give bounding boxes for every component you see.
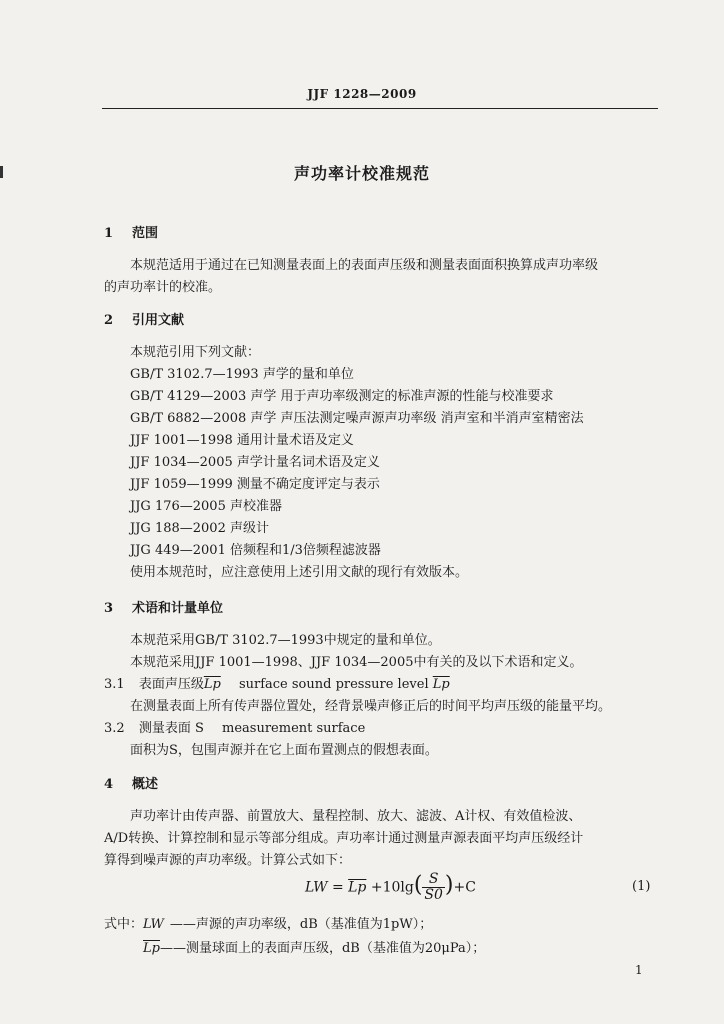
reference-item: GB/T 4129—2003 声学 用于声功率级测定的标准声源的性能与校准要求	[130, 389, 554, 404]
reference-item: JJF 1034—2005 声学计量名词术语及定义	[130, 455, 380, 470]
overview-line-3: 算得到噪声源的声功率级。计算公式如下：	[104, 853, 352, 868]
formula-tail: +C	[453, 879, 476, 896]
formula-denominator: S0	[424, 887, 443, 903]
section-number: 2	[104, 313, 114, 328]
section-heading-scope	[104, 222, 158, 241]
section-title: 引用文献	[132, 313, 185, 328]
definition-lp: ——测量球面上的表面声压级，dB（基准值为20μPa）；	[159, 941, 486, 956]
terms-paragraph-2: 本规范采用JJF 1001—1998、JJF 1034—2005中有关的及以下术语和定义。	[130, 655, 583, 670]
header-rule	[102, 108, 658, 109]
formula-lhs: LW	[305, 879, 328, 896]
formula-1	[305, 872, 476, 903]
section-title: 范围	[132, 226, 159, 241]
term-3-2-definition: 面积为S，包围声源并在它上面布置测点的假想表面。	[130, 743, 438, 758]
formula-paren-close: )	[444, 872, 454, 898]
reference-item: JJG 188—2002 声级计	[130, 521, 269, 536]
term-english: measurement surface	[222, 721, 366, 736]
formula-numerator: S	[422, 872, 445, 888]
formula-lp: $\overline{Lp}$	[348, 879, 367, 896]
term-number: 3.1	[104, 677, 125, 692]
formula-equals: =	[331, 879, 344, 896]
reference-item: JJF 1001—1998 通用计量术语及定义	[130, 433, 354, 448]
scope-line-2: 的声功率计的校准。	[104, 280, 222, 295]
symbol-lw: LW	[143, 917, 164, 932]
section-number: 3	[104, 601, 114, 616]
section-heading-terms	[104, 597, 223, 616]
reference-item: JJF 1059—1999 测量不确定度评定与表示	[130, 477, 380, 492]
overview-line-2: A/D转换、计算控制和显示等部分组成。声功率计通过测量声源表面平均声压级经计	[104, 831, 584, 846]
term-3-1	[104, 673, 450, 692]
definition-lw: ——声源的声功率级，dB（基准值为1pW）；	[169, 917, 433, 932]
term-number: 3.2	[104, 721, 125, 736]
section-number: 4	[104, 777, 114, 792]
formula-fraction	[422, 872, 445, 903]
where-label: 式中：	[104, 917, 144, 932]
overview-line-1: 声功率计由传声器、前置放大、量程控制、放大、滤波、A计权、有效值检波、	[130, 809, 582, 824]
reference-item: JJG 449—2001 倍频程和1/3倍频程滤波器	[130, 543, 381, 558]
term-3-1-definition: 在测量表面上所有传声器位置处，经背景噪声修正后的时间平均声压级的能量平均。	[130, 699, 612, 714]
running-header: JJF 1228—2009	[307, 87, 417, 101]
references-note: 使用本规范时，应注意使用上述引用文献的现行有效版本。	[130, 565, 469, 580]
equation-number: (1)	[632, 879, 651, 894]
where-line-2	[143, 937, 485, 956]
terms-paragraph-1: 本规范采用GB/T 3102.7—1993中规定的量和单位。	[130, 633, 441, 648]
reference-item: JJG 176—2005 声校准器	[130, 499, 282, 514]
section-heading-overview	[104, 773, 158, 792]
term-chinese: 测量表面 S	[138, 721, 204, 736]
formula-log-term: +10lg	[370, 879, 414, 896]
term-symbol-en: $\overline{Lp}$	[432, 677, 450, 692]
page-number: 1	[635, 963, 643, 977]
where-line-1	[104, 913, 432, 932]
section-heading-references	[104, 309, 184, 328]
term-english: surface sound pressure level	[238, 677, 429, 692]
reference-item: GB/T 6882—2008 声学 声压法测定噪声源声功率级 消声室和半消声室精密法	[130, 411, 584, 426]
section-number: 1	[104, 226, 114, 241]
scope-line-1: 本规范适用于通过在已知测量表面上的表面声压级和测量表面面积换算成声功率级	[130, 258, 599, 273]
section-title: 术语和计量单位	[132, 601, 224, 616]
section-title: 概述	[132, 777, 159, 792]
references-intro: 本规范引用下列文献：	[130, 345, 261, 360]
term-symbol: $\overline{Lp}$	[203, 677, 221, 692]
document-title: 声功率计校准规范	[293, 164, 430, 183]
term-3-2	[104, 717, 365, 736]
reference-item: GB/T 3102.7—1993 声学的量和单位	[130, 367, 354, 382]
symbol-lp: $\overline{Lp}$	[143, 941, 160, 956]
term-chinese: 表面声压级	[138, 677, 204, 692]
formula-paren-open: (	[413, 872, 423, 898]
